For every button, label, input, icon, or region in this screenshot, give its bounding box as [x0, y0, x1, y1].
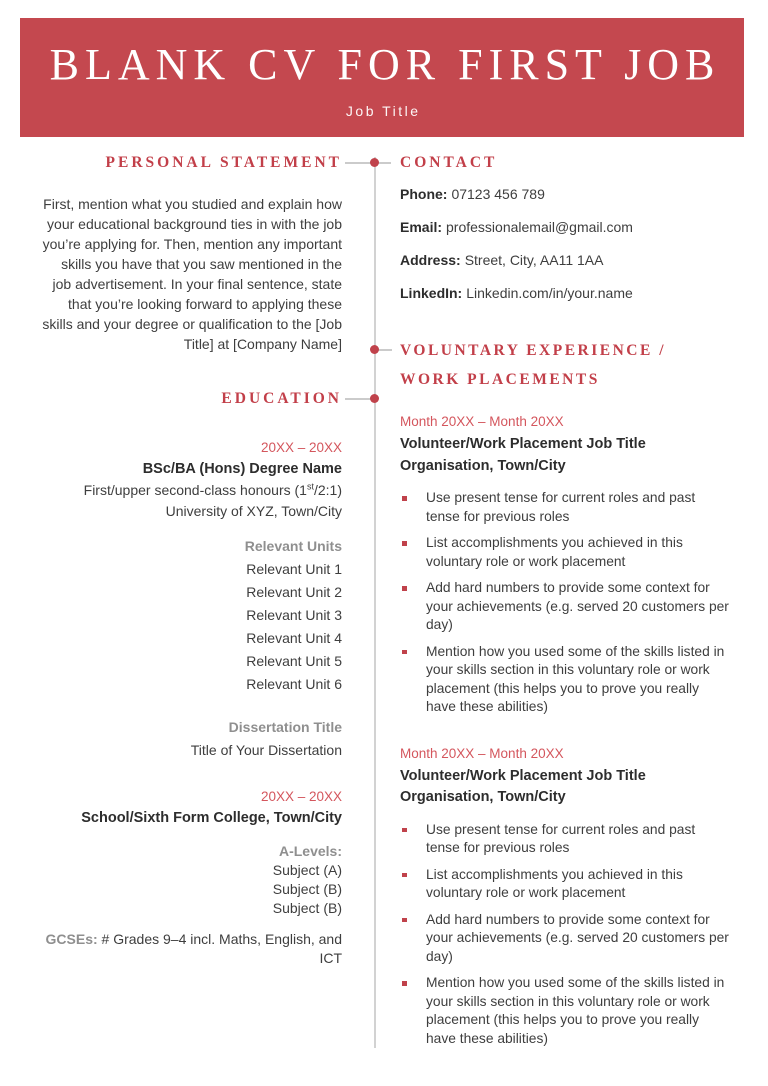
contact-email	[400, 217, 730, 237]
relevant-unit: Relevant Unit 6	[246, 676, 342, 692]
bullet-item: Use present tense for current roles and past tense for previous roles	[400, 821, 730, 858]
a-level-subject: Subject (B)	[272, 900, 342, 916]
personal-statement-heading	[40, 155, 342, 171]
contact-heading-label: CONTACT	[400, 154, 498, 171]
entry-bullet-list	[400, 821, 730, 1049]
a-levels-label: A-Levels:	[278, 843, 342, 859]
voluntary-heading-line1: VOLUNTARY EXPERIENCE /	[400, 342, 666, 359]
honours-suffix: /2:1)	[313, 482, 342, 498]
honours-superscript: st	[306, 481, 314, 492]
bullet-item: Mention how you used some of the skills listed in your skills section in this voluntary role or work placement (this helps you to prove you really have these abilities)	[400, 974, 730, 1048]
honours-prefix: First/upper second-class honours (1	[83, 482, 307, 498]
entry-organisation: Organisation, Town/City	[400, 789, 566, 805]
education-heading-label: EDUCATION	[221, 390, 342, 407]
entry-job-title: Volunteer/Work Placement Job Title	[400, 767, 646, 784]
voluntary-entry	[400, 412, 730, 717]
header-banner	[20, 18, 744, 137]
relevant-unit: Relevant Unit 3	[246, 607, 342, 623]
dissertation-label: Dissertation Title	[228, 719, 342, 735]
a-level-subject: Subject (B)	[272, 881, 342, 897]
gcse-line	[40, 930, 342, 968]
entry-dates: Month 20XX – Month 20XX	[400, 745, 564, 761]
relevant-unit: Relevant Unit 4	[246, 630, 342, 646]
entry-dates: Month 20XX – Month 20XX	[400, 414, 564, 429]
entry-job-title: Volunteer/Work Placement Job Title	[400, 436, 646, 452]
relevant-unit: Relevant Unit 1	[246, 561, 342, 577]
connector-dot	[370, 394, 379, 403]
linkedin-label: LinkedIn:	[400, 285, 463, 301]
contact-address	[400, 250, 730, 270]
voluntary-experience-heading	[400, 336, 730, 394]
personal-statement-heading-label: PERSONAL STATEMENT	[105, 154, 342, 171]
dissertation-title: Title of Your Dissertation	[190, 742, 342, 758]
connector-dot	[370, 158, 379, 167]
bullet-item: List accomplishments you achieved in this voluntary role or work placement	[400, 534, 730, 571]
education-heading	[40, 391, 342, 407]
connector-dot	[370, 345, 379, 354]
bullet-item: Add hard numbers to provide some context for your achievements (e.g. served 20 customers per day)	[400, 579, 730, 635]
bullet-item: Add hard numbers to provide some context for your achievements (e.g. served 20 customers per day)	[400, 911, 730, 967]
relevant-unit: Relevant Unit 2	[246, 584, 342, 600]
left-column	[40, 155, 342, 968]
contact-heading	[400, 155, 730, 171]
email-value: professionalemail@gmail.com	[446, 219, 633, 235]
voluntary-entry	[400, 744, 730, 1049]
relevant-units-label: Relevant Units	[244, 538, 342, 554]
university-dates: 20XX – 20XX	[260, 440, 342, 455]
contact-linkedin	[400, 283, 730, 303]
degree-name: BSc/BA (Hons) Degree Name	[142, 461, 342, 477]
university-name: University of XYZ, Town/City	[165, 503, 342, 519]
address-label: Address:	[400, 252, 461, 268]
contact-phone	[400, 184, 730, 204]
connector-line	[345, 162, 391, 164]
school-name: School/Sixth Form College, Town/City	[81, 810, 342, 826]
phone-value: 07123 456 789	[451, 186, 545, 202]
relevant-unit: Relevant Unit 5	[246, 653, 342, 669]
email-label: Email:	[400, 219, 443, 235]
entry-bullet-list	[400, 489, 730, 717]
voluntary-heading-line2: WORK PLACEMENTS	[400, 371, 600, 388]
school-dates: 20XX – 20XX	[260, 789, 342, 804]
bullet-item: List accomplishments you achieved in this voluntary role or work placement	[400, 866, 730, 903]
entry-organisation: Organisation, Town/City	[400, 457, 566, 474]
center-divider-line	[374, 157, 376, 1048]
cv-title: BLANK CV FOR FIRST JOB	[49, 40, 721, 89]
phone-label: Phone:	[400, 186, 448, 202]
gcse-value: # Grades 9–4 incl. Maths, English, and ICT	[101, 931, 342, 966]
linkedin-value: Linkedin.com/in/your.name	[466, 285, 633, 301]
job-title: Job Title	[345, 103, 421, 119]
degree-honours	[40, 480, 342, 501]
right-column	[400, 155, 730, 1048]
bullet-item: Use present tense for current roles and past tense for previous roles	[400, 489, 730, 526]
a-level-subject: Subject (A)	[272, 862, 342, 878]
personal-statement-text: First, mention what you studied and explain how your educational background ties in with the job you’re applying for. Then, mention any important skills you have that you saw mentioned in the job advertisement. In your final sentence, state that you’re looking forward to applying these skills and your degree or qualification to the [Job Title] at [Company Name]	[42, 196, 342, 352]
gcse-label: GCSEs:	[45, 931, 98, 947]
bullet-item: Mention how you used some of the skills listed in your skills section in this voluntary role or work placement (this helps you to prove you really have these abilities)	[400, 643, 730, 717]
address-value: Street, City, AA11 1AA	[464, 252, 604, 268]
